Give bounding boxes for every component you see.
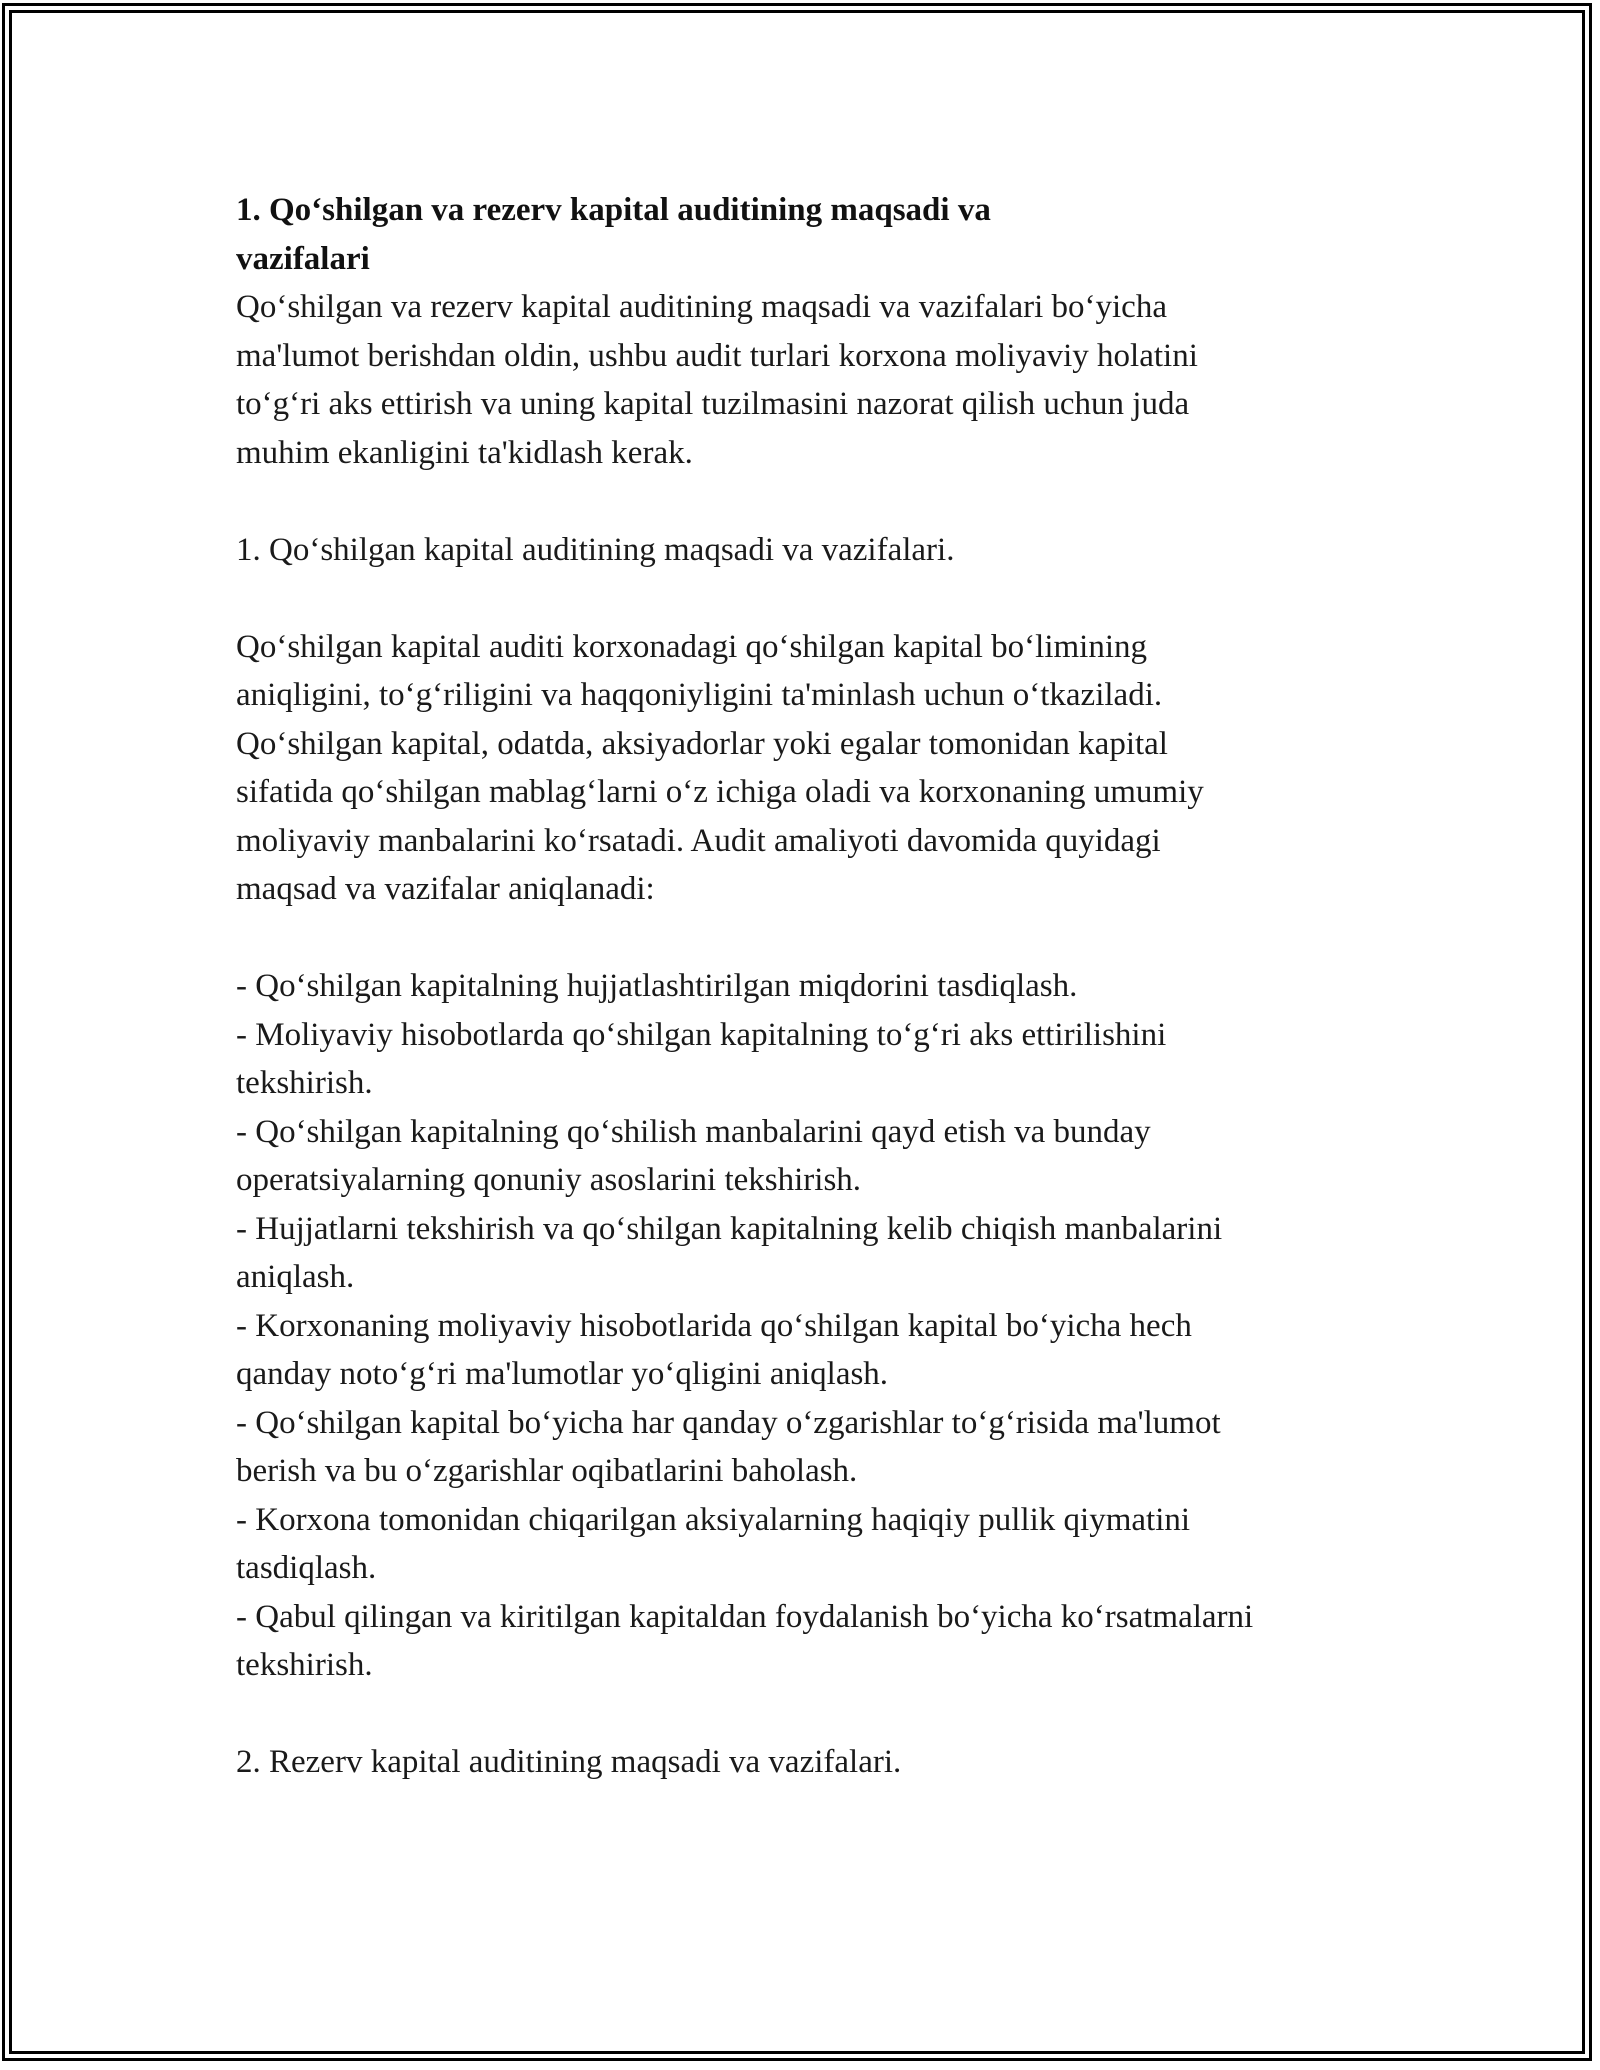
list-item: - Qo‘shilgan kapitalning hujjatlashtirilgan miqdorini tasdiqlash.	[236, 968, 1078, 1004]
spacer	[236, 914, 1396, 963]
list-item: - Qo‘shilgan kapitalning qo‘shilish manbalarini qayd etish va bunday operatsiyalarning qonuniy asoslarini tekshirish.	[236, 1113, 1151, 1198]
list-item: - Qabul qilingan va kiritilgan kapitaldan foydalanish bo‘yicha ko‘rsatmalarni tekshirish.	[236, 1598, 1254, 1683]
section-1-paragraph: Qo‘shilgan kapital auditi korxonadagi qo‘shilgan kapital bo‘limining aniqligini, to‘g‘riligini va haqqoniyligini ta'minlash uchun o‘tkaziladi. Qo‘shilgan kapital, odatda, aksiyadorlar yoki egalar tomonidan kapital sifatida qo‘shilgan mablag‘larni o‘z ichiga oladi va korxonaning umumiy moliyaviy manbalarini ko‘rsatadi. Audit amaliyoti davomida quyidagi maqsad va vazifalar aniqlanadi:	[236, 628, 1204, 907]
list-item: - Hujjatlarni tekshirish va qo‘shilgan kapitalning kelib chiqish manbalarini aniqlash.	[236, 1210, 1223, 1295]
spacer	[236, 574, 1396, 623]
list-item: - Moliyaviy hisobotlarda qo‘shilgan kapitalning to‘g‘ri aks ettirilishini tekshirish.	[236, 1016, 1167, 1101]
spacer	[236, 477, 1396, 526]
list-item: - Korxonaning moliyaviy hisobotlarida qo‘shilgan kapital bo‘yicha hech qanday noto‘g‘ri ma'lumotlar yo‘qligini aniqlash.	[236, 1307, 1192, 1392]
section-2-heading: 2. Rezerv kapital auditining maqsadi va vazifalari.	[236, 1744, 902, 1780]
intro-paragraph: Qo‘shilgan va rezerv kapital auditining maqsadi va vazifalari bo‘yicha ma'lumot berishdan oldin, ushbu audit turlari korxona moliyaviy holatini to‘g‘ri aks ettirish va uning kapital tuzilmasini nazorat qilish uchun juda muhim ekanligini ta'kidlash kerak.	[236, 289, 1198, 471]
document-page	[236, 186, 1396, 1787]
spacer	[236, 1690, 1396, 1739]
section-1-heading: 1. Qo‘shilgan kapital auditining maqsadi va vazifalari.	[236, 531, 955, 568]
document-title: 1. Qo‘shilgan va rezerv kapital auditining maqsadi va vazifalari	[236, 192, 991, 277]
section-1-list	[236, 962, 1396, 1690]
list-item: - Qo‘shilgan kapital bo‘yicha har qanday o‘zgarishlar to‘g‘risida ma'lumot berish va bu o‘zgarishlar oqibatlarini baholash.	[236, 1404, 1221, 1489]
list-item: - Korxona tomonidan chiqarilgan aksiyalarning haqiqiy pullik qiymatini tasdiqlash.	[236, 1501, 1191, 1586]
